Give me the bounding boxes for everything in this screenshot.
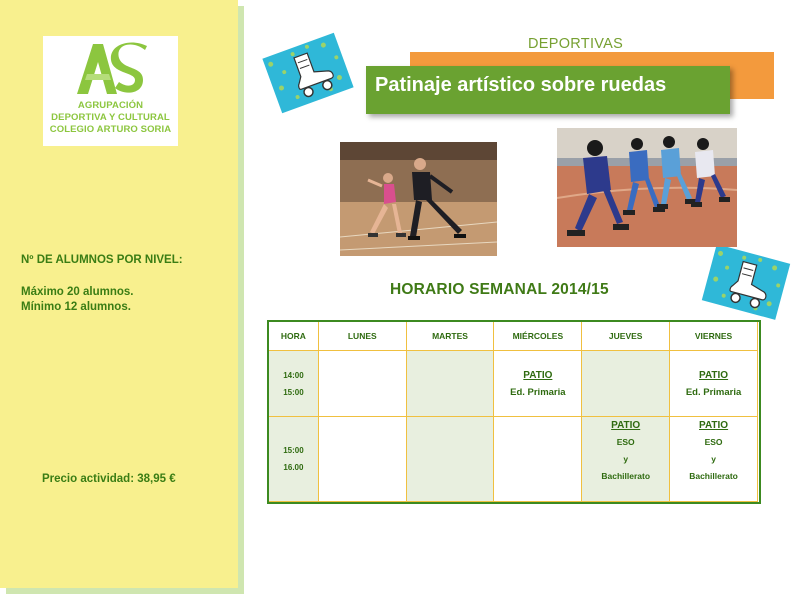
max-students: Máximo 20 alumnos. [21, 286, 134, 298]
speed-skating-photo [557, 128, 737, 247]
cell-lunes [318, 351, 406, 417]
schedule-row-2 [269, 417, 758, 502]
min-students: Mínimo 12 alumnos. [21, 301, 131, 313]
group-line-3: Bachillerato [601, 471, 651, 481]
column-header-lunes: LUNES [318, 322, 406, 351]
logo-as-mark [73, 40, 149, 96]
place-label: PATIO [699, 420, 729, 431]
logo-line-1: AGRUPACIÓN [77, 100, 144, 111]
column-header-martes: MARTES [406, 322, 494, 351]
cell-jueves [582, 417, 670, 502]
students-heading: Nº DE ALUMNOS POR NIVEL: [21, 254, 183, 266]
cell-miercoles [494, 417, 582, 502]
time-start: 15:00 [283, 446, 304, 455]
cell-lunes [318, 417, 406, 502]
club-logo [43, 36, 178, 146]
place-label: PATIO [699, 369, 729, 381]
activity-banner [366, 66, 730, 114]
sidebar [0, 0, 238, 588]
schedule-header-row [269, 322, 758, 351]
group-line-3: Bachillerato [689, 471, 738, 481]
weekly-schedule-table [268, 321, 758, 502]
time-end: 16.00 [283, 463, 304, 472]
time-cell [269, 417, 319, 502]
schedule-title: HORARIO SEMANAL 2014/15 [390, 281, 609, 298]
activity-title: Patinaje artístico sobre ruedas [375, 74, 667, 96]
category-title: DEPORTIVAS [528, 36, 624, 52]
activity-price: Precio actividad: 38,95 € [42, 473, 176, 485]
group-label: Ed. Primaria [685, 386, 742, 398]
group-line-1: ESO [616, 437, 635, 447]
group-label: Ed. Primaria [510, 386, 566, 398]
column-header-viernes: VIERNES [670, 322, 758, 351]
column-header-jueves: JUEVES [582, 322, 670, 351]
cell-miercoles [494, 351, 582, 417]
place-label: PATIO [611, 420, 641, 431]
cell-martes [406, 351, 494, 417]
artistic-skating-photo [340, 142, 497, 256]
column-header-miercoles: MIÉRCOLES [494, 322, 582, 351]
time-start: 14:00 [283, 370, 304, 380]
logo-line-2: DEPORTIVA Y CULTURAL [51, 112, 170, 123]
place-label: PATIO [523, 369, 553, 381]
group-line-2: y [623, 454, 629, 464]
group-line-2: y [711, 454, 716, 464]
cell-viernes [670, 351, 758, 417]
cell-viernes [670, 417, 758, 502]
column-header-hora: HORA [269, 322, 319, 351]
time-cell [269, 351, 319, 417]
cell-martes [406, 417, 494, 502]
roller-skate-image-2 [702, 244, 790, 320]
group-line-1: ESO [704, 437, 723, 447]
roller-skate-image [262, 33, 353, 113]
schedule-row-1 [269, 351, 758, 417]
logo-line-3: COLEGIO ARTURO SORIA [49, 124, 172, 135]
cell-jueves [582, 351, 670, 417]
time-end: 15:00 [283, 387, 304, 397]
